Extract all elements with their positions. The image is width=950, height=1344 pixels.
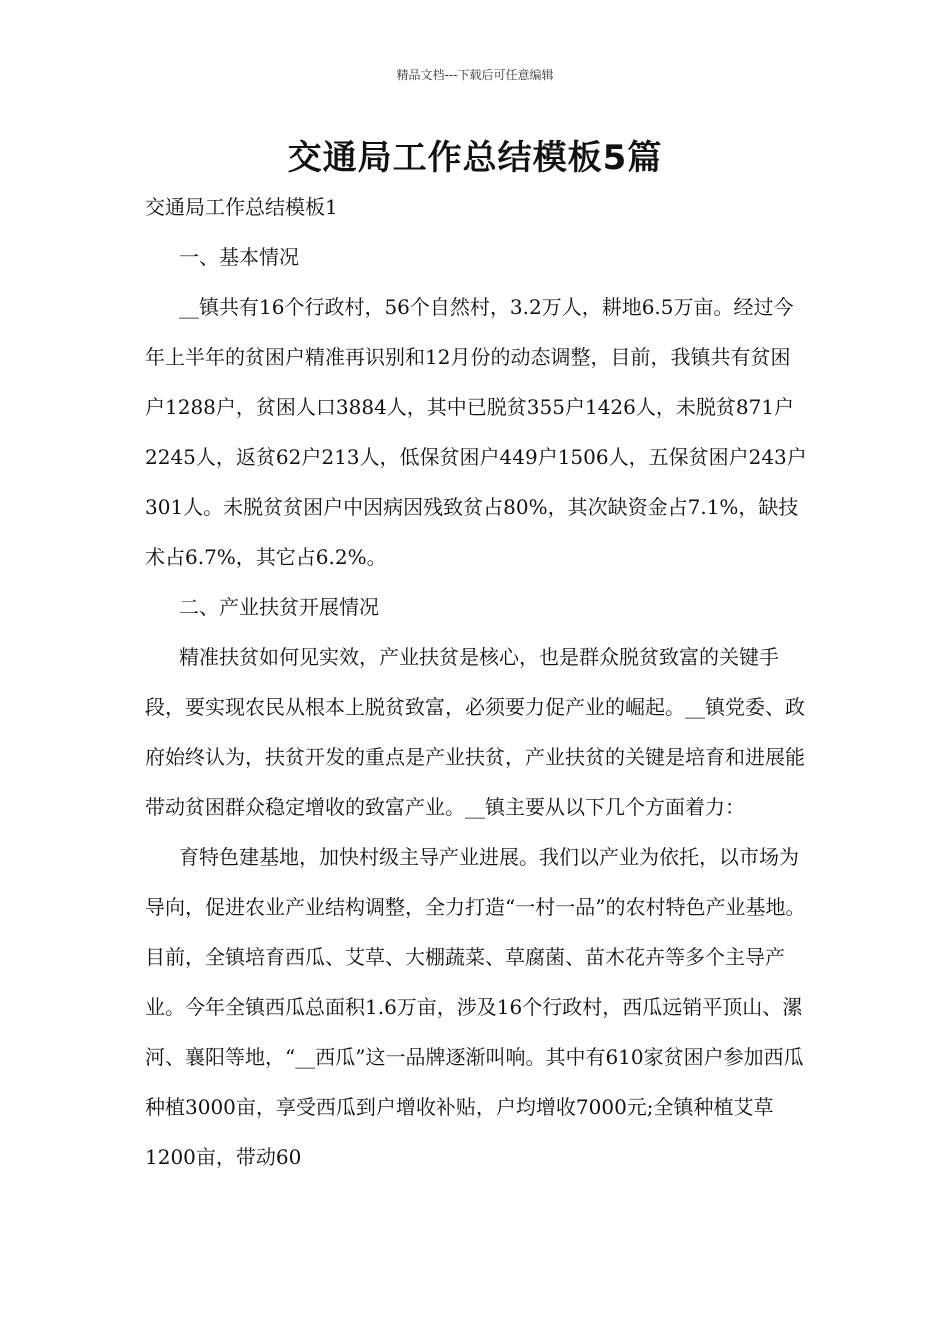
- paragraph-industry-intro: 精准扶贫如何见实效，产业扶贫是核心，也是群众脱贫致富的关键手段，要实现农民从根本上脱贫致富，必须要力促产业的崛起。__镇党委、政府始终认为，扶贫开发的重点是产业扶贫，产业扶贫的关键是培育和进展能带动贫困群众稳定增收的致富产业。__镇主要从以下几个方面着力：: [145, 645, 805, 819]
- document-title: 交通局工作总结模板5篇: [287, 138, 663, 178]
- document-body: [145, 182, 810, 1182]
- paragraph-industry-base: 育特色建基地，加快村级主导产业进展。我们以产业为依托，以市场为导向，促进农业产业结构调整，全力打造“一村一品”的农村特色产业基地。目前，全镇培育西瓜、艾草、大棚蔬菜、草腐菌、苗木花卉等多个主导产业。今年全镇西瓜总面积1.6万亩，涉及16个行政村，西瓜远销平顶山、漯河、襄阳等地，“__西瓜”这一品牌逐渐叫响。其中有610家贫困户参加西瓜种植3000亩，享受西瓜到户增收补贴，户均增收7000元;全镇种植艾草1200亩，带动60: [145, 845, 806, 1169]
- section-heading-basic-situation: 一、基本情况: [179, 245, 299, 269]
- document-subtitle: 交通局工作总结模板1: [145, 195, 338, 219]
- section-heading-industry-poverty: 二、产业扶贫开展情况: [179, 595, 379, 619]
- page-header: 精品文档---下载后可任意编辑: [396, 68, 554, 82]
- paragraph-basic-situation: __镇共有16个行政村，56个自然村，3.2万人，耕地6.5万亩。经过今年上半年的贫困户精准再识别和12月份的动态调整，目前，我镇共有贫困户1288户，贫困人口3884人，其中已脱贫355户1426人，未脱贫871户2245人，返贫62户213人，低保贫困户449户1506人，五保贫困户243户301人。未脱贫贫困户中因病因残致贫占80%，其次缺资金占7.1%，缺技术占6.7%，其它占6.2%。: [145, 295, 807, 569]
